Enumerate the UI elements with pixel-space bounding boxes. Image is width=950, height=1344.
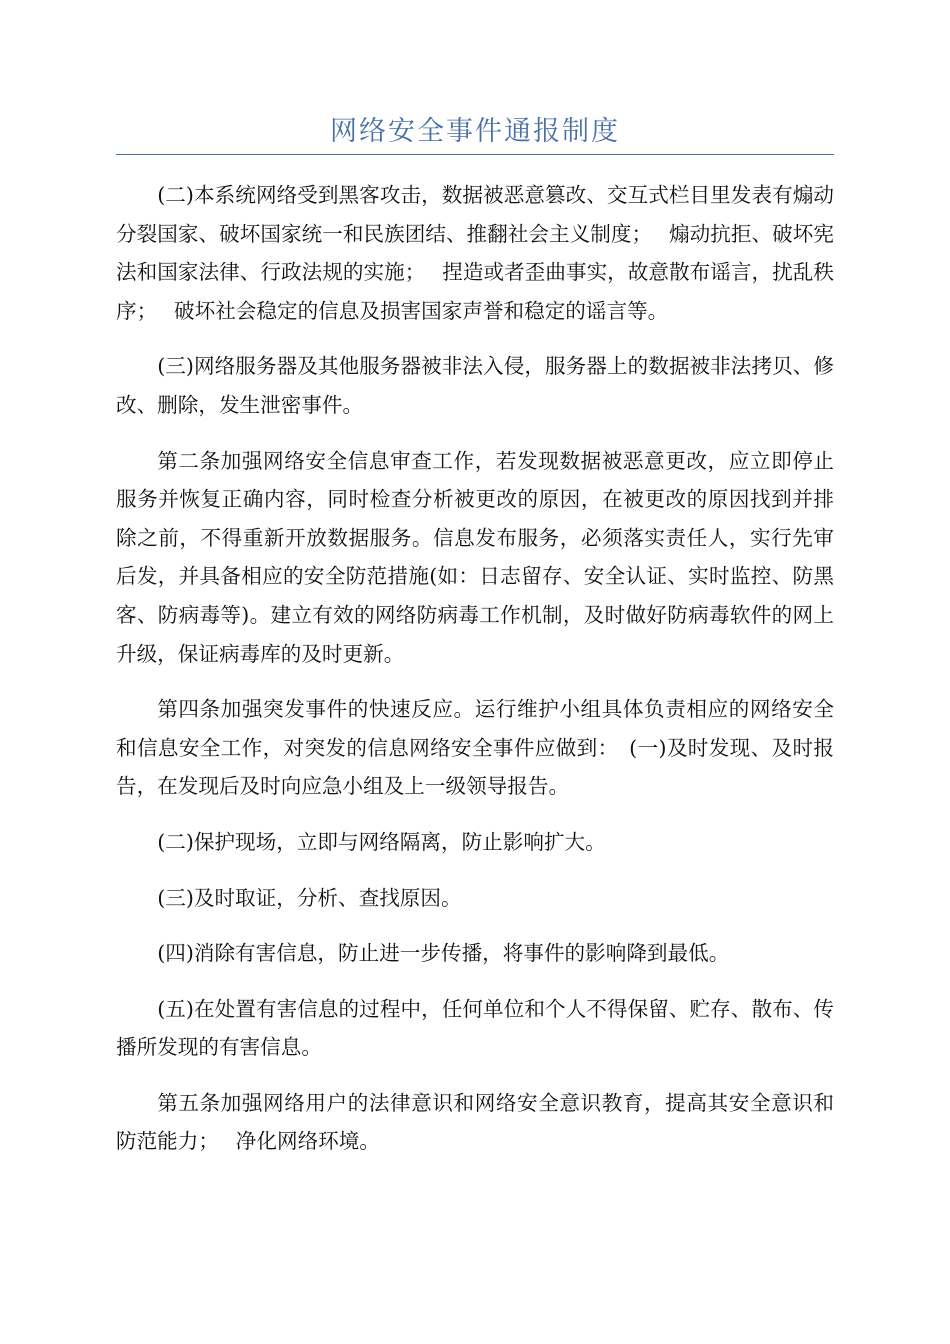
paragraph-article-five: 第五条加强网络用户的法律意识和网络安全意识教育，提高其安全意识和防范能力； 净化网络环境。 <box>116 1090 834 1154</box>
paragraph-article-two: 第二条加强网络安全信息审查工作，若发现数据被恶意更改，应立即停止服务并恢复正确内容，同时检查分析被更改的原因，在被更改的原因找到并排除之前，不得重新开放数据服务。信息发布服务，必须落实责任人，实行先审后发，并具备相应的安全防范措施(如：日志留存、安全认证、实时监控、防黑客、防病毒等)。建立有效的网络防病毒工作机制，及时做好防病毒软件的网上升级，保证病毒库的及时更新。 <box>116 448 834 666</box>
paragraph-no-retention: (五)在处置有害信息的过程中，任何单位和个人不得保留、贮存、散布、传播所发现的有害信息。 <box>116 996 834 1060</box>
title-underline <box>116 154 834 155</box>
paragraph-server-intrusion: (三)网络服务器及其他服务器被非法入侵，服务器上的数据被非法拷贝、修改、删除，发生泄密事件。 <box>116 354 834 417</box>
document-title: 网络安全事件通报制度 <box>330 116 620 147</box>
paragraph-collect-evidence: (三)及时取证，分析、查找原因。 <box>157 885 462 910</box>
paragraph-protect-scene: (二)保护现场，立即与网络隔离，防止影响扩大。 <box>157 829 606 854</box>
document-body <box>116 176 834 1178</box>
paragraph-attack-content: (二)本系统网络受到黑客攻击，数据被恶意篡改、交互式栏目里发表有煽动分裂国家、破坏国家统一和民族团结、推翻社会主义制度； 煽动抗拒、破坏宪法和国家法律、行政法规的实施； 捏造或者歪曲事实，故意散布谣言，扰乱秩序； 破坏社会稳定的信息及损害国家声誉和稳定的谣言等。 <box>116 183 834 323</box>
paragraph-article-four: 第四条加强突发事件的快速反应。运行维护小组具体负责相应的网络安全和信息安全工作，对突发的信息网络安全事件应做到： (一)及时发现、及时报告，在发现后及时向应急小组及上一级领导报告。 <box>116 697 834 799</box>
paragraph-remove-harmful-info: (四)消除有害信息，防止进一步传播，将事件的影响降到最低。 <box>157 941 730 966</box>
